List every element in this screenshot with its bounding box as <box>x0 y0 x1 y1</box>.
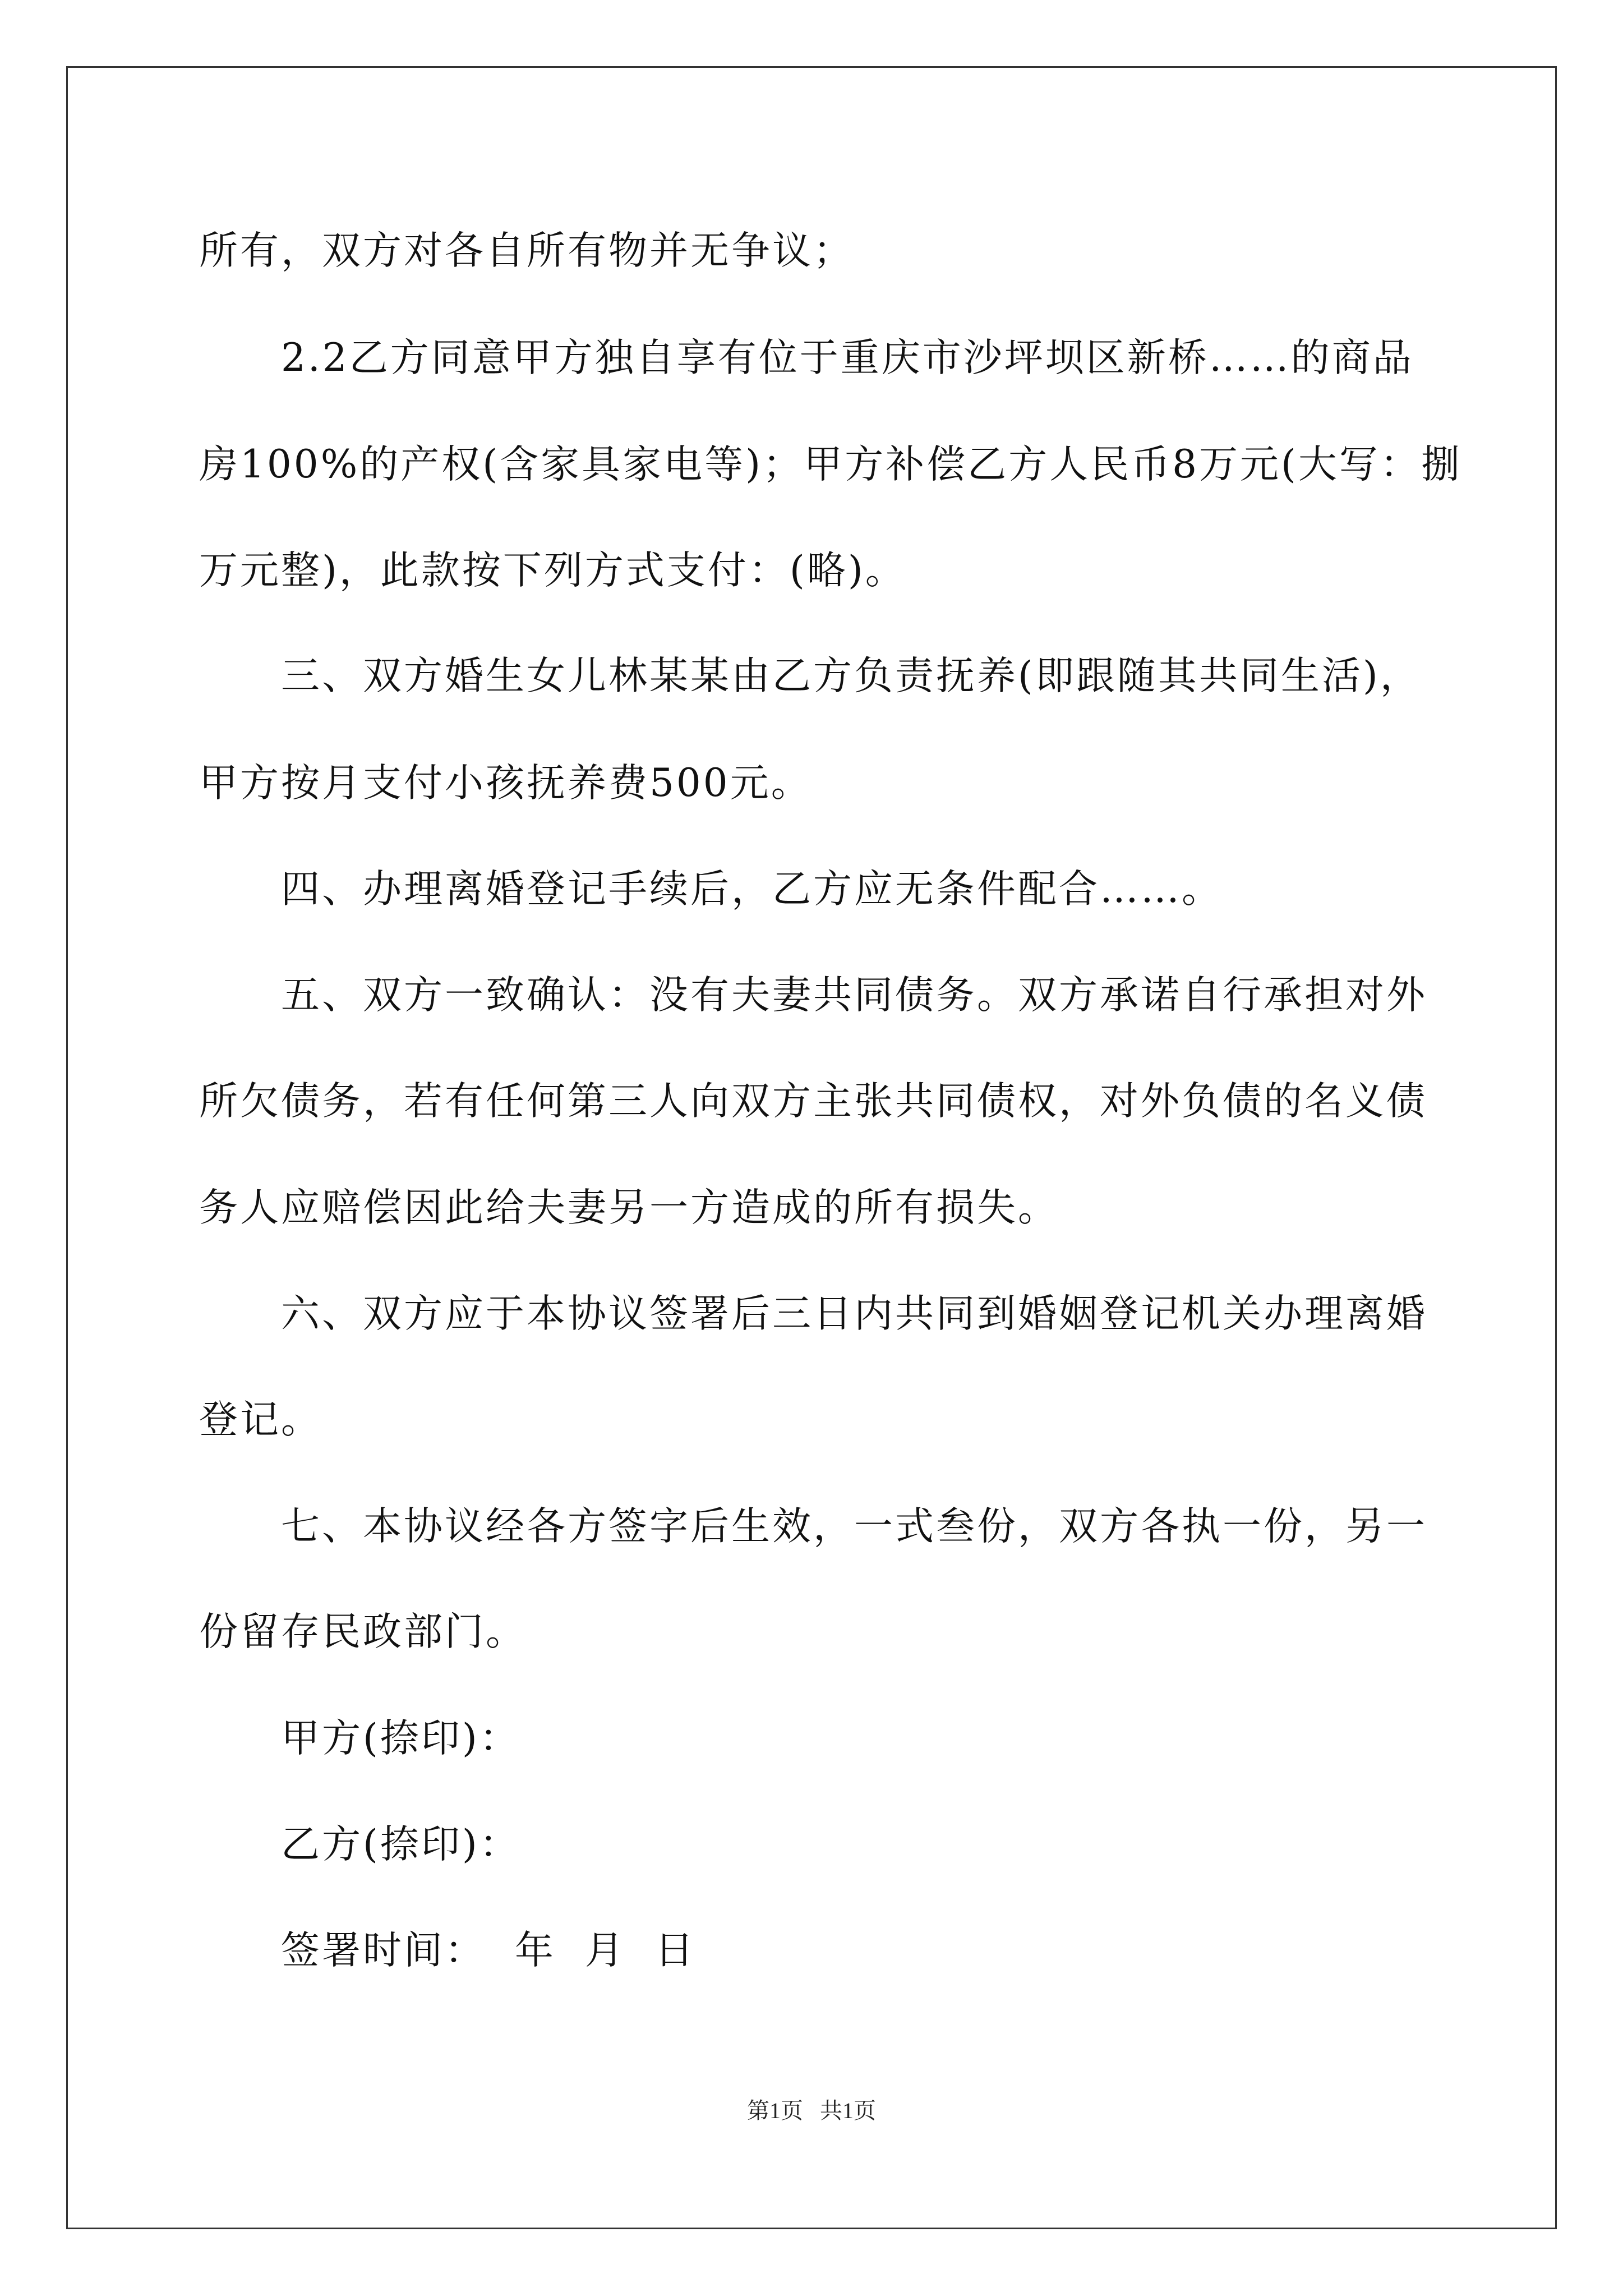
signature-party-a: 甲方(捺印)： <box>281 1716 520 1761</box>
page-number: 第1页 共1页 <box>747 2098 876 2123</box>
paragraph-line: 2.2乙方同意甲方独自享有位于重庆市沙坪坝区新桥……的商品 <box>281 335 1414 380</box>
paragraph-line: 三、双方婚生女儿林某某由乙方负责抚养(即跟随其共同生活)， <box>281 654 1421 698</box>
paragraph-line: 份留存民政部门。 <box>199 1609 527 1654</box>
paragraph-line: 甲方按月支付小孩抚养费500元。 <box>199 761 812 806</box>
paragraph-line: 七、本协议经各方签字后生效，一式叁份，双方各执一份，另一 <box>281 1504 1427 1549</box>
paragraph-line: 五、双方一致确认：没有夫妻共同债务。双方承诺自行承担对外 <box>281 973 1427 1018</box>
paragraph-line: 所欠债务，若有任何第三人向双方主张共同债权，对外负债的名义债 <box>199 1079 1427 1124</box>
signature-party-b: 乙方(捺印)： <box>281 1822 520 1867</box>
paragraph-line: 所有，双方对各自所有物并无争议； <box>199 228 854 273</box>
paragraph-line: 登记。 <box>199 1397 322 1442</box>
paragraph-line: 四、办理离婚登记手续后，乙方应无条件配合……。 <box>281 867 1223 912</box>
page-border <box>66 66 1557 2229</box>
paragraph-line: 房100%的产权(含家具家电等)；甲方补偿乙方人民币8万元(大写：捌 <box>199 442 1462 487</box>
paragraph-line: 六、双方应于本协议签署后三日内共同到婚姻登记机关办理离婚 <box>281 1291 1427 1336</box>
paragraph-line: 务人应赔偿因此给夫妻另一方造成的所有损失。 <box>199 1185 1059 1230</box>
signature-date: 签署时间： 年 月 日 <box>281 1928 696 1973</box>
paragraph-line: 万元整)，此款按下列方式支付：(略)。 <box>199 548 906 593</box>
